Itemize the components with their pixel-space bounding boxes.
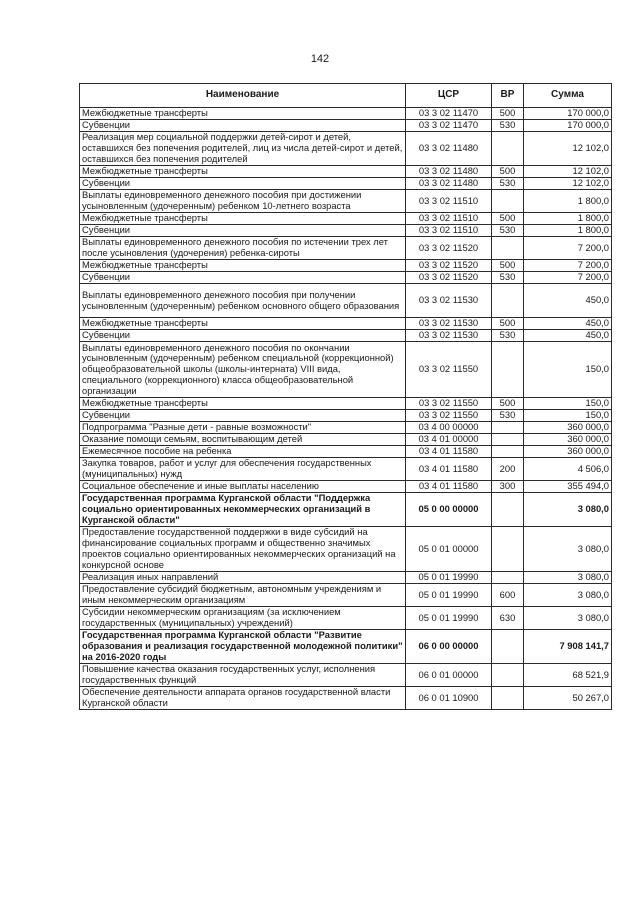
table-row <box>80 237 612 260</box>
cell-sum: 450,0 <box>524 330 612 342</box>
cell-vr: 200 <box>492 458 524 481</box>
cell-csr: 03 3 02 11520 <box>406 237 492 260</box>
cell-name: Межбюджетные трансферты <box>80 213 406 225</box>
cell-vr: 500 <box>492 398 524 410</box>
cell-name: Субвенции <box>80 410 406 422</box>
cell-vr <box>492 527 524 572</box>
cell-vr <box>492 132 524 166</box>
cell-name: Оказание помощи семьям, воспитывающим детей <box>80 434 406 446</box>
cell-name: Межбюджетные трансферты <box>80 318 406 330</box>
cell-sum: 3 080,0 <box>524 572 612 584</box>
cell-name: Субвенции <box>80 272 406 284</box>
cell-sum: 3 080,0 <box>524 527 612 572</box>
cell-csr: 03 3 02 11480 <box>406 132 492 166</box>
cell-name: Межбюджетные трансферты <box>80 108 406 120</box>
table-row <box>80 225 612 237</box>
cell-name: Межбюджетные трансферты <box>80 166 406 178</box>
table-row <box>80 330 612 342</box>
table-row <box>80 284 612 318</box>
cell-csr: 03 3 02 11470 <box>406 108 492 120</box>
cell-csr: 05 0 01 19990 <box>406 607 492 630</box>
table-row <box>80 132 612 166</box>
table-row <box>80 481 612 493</box>
cell-csr: 05 0 01 19990 <box>406 572 492 584</box>
cell-vr: 600 <box>492 584 524 607</box>
table-row <box>80 108 612 120</box>
cell-vr <box>492 434 524 446</box>
cell-sum: 7 200,0 <box>524 272 612 284</box>
cell-name: Закупка товаров, работ и услуг для обеспечения государственных (муниципальных) нужд <box>80 458 406 481</box>
cell-vr: 630 <box>492 607 524 630</box>
cell-sum: 150,0 <box>524 398 612 410</box>
budget-table <box>79 83 612 710</box>
cell-csr: 03 4 00 00000 <box>406 422 492 434</box>
table-row <box>80 584 612 607</box>
cell-sum: 1 800,0 <box>524 213 612 225</box>
table-row <box>80 190 612 213</box>
table-row <box>80 446 612 458</box>
cell-sum: 170 000,0 <box>524 120 612 132</box>
cell-vr: 500 <box>492 318 524 330</box>
table-row <box>80 120 612 132</box>
header-name: Наименование <box>80 84 406 108</box>
cell-name: Предоставление государственной поддержки в виде субсидий на финансирование социальных программ и общественно значимых проектов социально ориентированных некоммерческих организаций на конкурсной основе <box>80 527 406 572</box>
cell-csr: 06 0 01 10900 <box>406 687 492 710</box>
cell-vr <box>492 284 524 318</box>
cell-vr <box>492 190 524 213</box>
cell-name: Выплаты единовременного денежного пособия при получении усыновленным (удочеренным) ребенком основного общего образования <box>80 284 406 318</box>
page-number: 142 <box>310 53 330 65</box>
cell-name: Выплаты единовременного денежного пособия по истечении трех лет после усыновления (удочерения) ребенка-сироты <box>80 237 406 260</box>
cell-csr: 03 3 02 11480 <box>406 178 492 190</box>
cell-csr: 03 4 01 11580 <box>406 458 492 481</box>
header-csr: ЦСР <box>406 84 492 108</box>
cell-csr: 06 0 01 00000 <box>406 664 492 687</box>
cell-vr <box>492 422 524 434</box>
cell-vr <box>492 572 524 584</box>
cell-sum: 7 908 141,7 <box>524 630 612 664</box>
cell-csr: 03 3 02 11520 <box>406 260 492 272</box>
cell-name: Межбюджетные трансферты <box>80 398 406 410</box>
cell-vr <box>492 664 524 687</box>
cell-name: Выплаты единовременного денежного пособия по окончании усыновленным (удочеренным) ребенком специальной (коррекционной) общеобразовательной школы (школы-интерната) VIII вида, специального (коррекционного) класса общеобразовательной организации <box>80 342 406 398</box>
cell-sum: 355 494,0 <box>524 481 612 493</box>
cell-sum: 150,0 <box>524 342 612 398</box>
table-row <box>80 342 612 398</box>
table-row <box>80 572 612 584</box>
cell-csr: 03 4 01 11580 <box>406 481 492 493</box>
cell-sum: 3 080,0 <box>524 607 612 630</box>
cell-sum: 3 080,0 <box>524 584 612 607</box>
cell-sum: 7 200,0 <box>524 237 612 260</box>
cell-name: Реализация мер социальной поддержки детей-сирот и детей, оставшихся без попечения родителей, лиц из числа детей-сирот и детей, оставшихся без попечения родителей <box>80 132 406 166</box>
cell-name: Подпрограмма "Разные дети - равные возможности" <box>80 422 406 434</box>
cell-name: Предоставление субсидий бюджетным, автономным учреждениям и иным некоммерческим организациям <box>80 584 406 607</box>
cell-name: Обеспечение деятельности аппарата органов государственной власти Курганской области <box>80 687 406 710</box>
cell-name: Субвенции <box>80 120 406 132</box>
cell-vr <box>492 493 524 527</box>
cell-csr: 03 3 02 11510 <box>406 190 492 213</box>
header-vr: ВР <box>492 84 524 108</box>
cell-sum: 3 080,0 <box>524 493 612 527</box>
cell-vr <box>492 342 524 398</box>
cell-vr <box>492 237 524 260</box>
cell-sum: 12 102,0 <box>524 166 612 178</box>
table-row <box>80 213 612 225</box>
table-row <box>80 410 612 422</box>
cell-csr: 03 3 02 11520 <box>406 272 492 284</box>
cell-sum: 360 000,0 <box>524 446 612 458</box>
cell-csr: 03 4 01 00000 <box>406 434 492 446</box>
cell-vr: 500 <box>492 260 524 272</box>
cell-name: Выплаты единовременного денежного пособия при достижении усыновленным (удочеренным) ребенком 10-летнего возраста <box>80 190 406 213</box>
table-row <box>80 398 612 410</box>
cell-name: Субсидии некоммерческим организациям (за исключением государственных (муниципальных) учреждений) <box>80 607 406 630</box>
cell-vr <box>492 687 524 710</box>
cell-vr: 500 <box>492 108 524 120</box>
cell-name: Государственная программа Курганской области "Поддержка социально ориентированных некоммерческих организаций в Курганской области" <box>80 493 406 527</box>
cell-vr: 300 <box>492 481 524 493</box>
cell-csr: 03 3 02 11530 <box>406 284 492 318</box>
cell-vr: 530 <box>492 225 524 237</box>
cell-csr: 03 3 02 11530 <box>406 330 492 342</box>
cell-name: Субвенции <box>80 178 406 190</box>
cell-sum: 12 102,0 <box>524 132 612 166</box>
table-header-row <box>80 84 612 108</box>
table-row <box>80 527 612 572</box>
cell-vr: 530 <box>492 330 524 342</box>
header-sum: Сумма <box>524 84 612 108</box>
table-row <box>80 260 612 272</box>
cell-sum: 450,0 <box>524 318 612 330</box>
cell-sum: 12 102,0 <box>524 178 612 190</box>
cell-vr: 530 <box>492 178 524 190</box>
cell-csr: 03 3 02 11510 <box>406 213 492 225</box>
cell-vr <box>492 630 524 664</box>
table-row <box>80 272 612 284</box>
cell-vr: 530 <box>492 120 524 132</box>
table-row <box>80 607 612 630</box>
cell-sum: 4 506,0 <box>524 458 612 481</box>
cell-csr: 03 3 02 11550 <box>406 342 492 398</box>
cell-sum: 7 200,0 <box>524 260 612 272</box>
cell-csr: 05 0 01 00000 <box>406 527 492 572</box>
cell-name: Реализация иных направлений <box>80 572 406 584</box>
cell-vr: 530 <box>492 410 524 422</box>
cell-vr: 530 <box>492 272 524 284</box>
cell-csr: 05 0 01 19990 <box>406 584 492 607</box>
cell-csr: 03 3 02 11530 <box>406 318 492 330</box>
cell-csr: 05 0 00 00000 <box>406 493 492 527</box>
cell-name: Субвенции <box>80 225 406 237</box>
table-row <box>80 434 612 446</box>
cell-sum: 450,0 <box>524 284 612 318</box>
cell-vr: 500 <box>492 166 524 178</box>
cell-sum: 360 000,0 <box>524 434 612 446</box>
cell-csr: 03 3 02 11470 <box>406 120 492 132</box>
cell-name: Межбюджетные трансферты <box>80 260 406 272</box>
cell-sum: 150,0 <box>524 410 612 422</box>
table-row <box>80 166 612 178</box>
table-row <box>80 458 612 481</box>
cell-vr: 500 <box>492 213 524 225</box>
cell-csr: 03 3 02 11550 <box>406 410 492 422</box>
cell-sum: 68 521,9 <box>524 664 612 687</box>
cell-name: Повышение качества оказания государственных услуг, исполнения государственных функций <box>80 664 406 687</box>
table-body <box>80 108 612 710</box>
table-row <box>80 318 612 330</box>
table-row <box>80 493 612 527</box>
cell-name: Субвенции <box>80 330 406 342</box>
cell-name: Ежемесячное пособие на ребенка <box>80 446 406 458</box>
cell-csr: 03 3 02 11510 <box>406 225 492 237</box>
cell-csr: 03 4 01 11580 <box>406 446 492 458</box>
cell-sum: 1 800,0 <box>524 190 612 213</box>
table-row <box>80 630 612 664</box>
cell-sum: 1 800,0 <box>524 225 612 237</box>
table-row <box>80 687 612 710</box>
cell-name: Социальное обеспечение и иные выплаты населению <box>80 481 406 493</box>
table-row <box>80 178 612 190</box>
table-row <box>80 422 612 434</box>
cell-vr <box>492 446 524 458</box>
cell-csr: 03 3 02 11550 <box>406 398 492 410</box>
table-row <box>80 664 612 687</box>
cell-sum: 360 000,0 <box>524 422 612 434</box>
cell-csr: 06 0 00 00000 <box>406 630 492 664</box>
cell-sum: 50 267,0 <box>524 687 612 710</box>
cell-sum: 170 000,0 <box>524 108 612 120</box>
cell-csr: 03 3 02 11480 <box>406 166 492 178</box>
cell-name: Государственная программа Курганской области "Развитие образования и реализация государственной молодежной политики" на 2016-2020 годы <box>80 630 406 664</box>
